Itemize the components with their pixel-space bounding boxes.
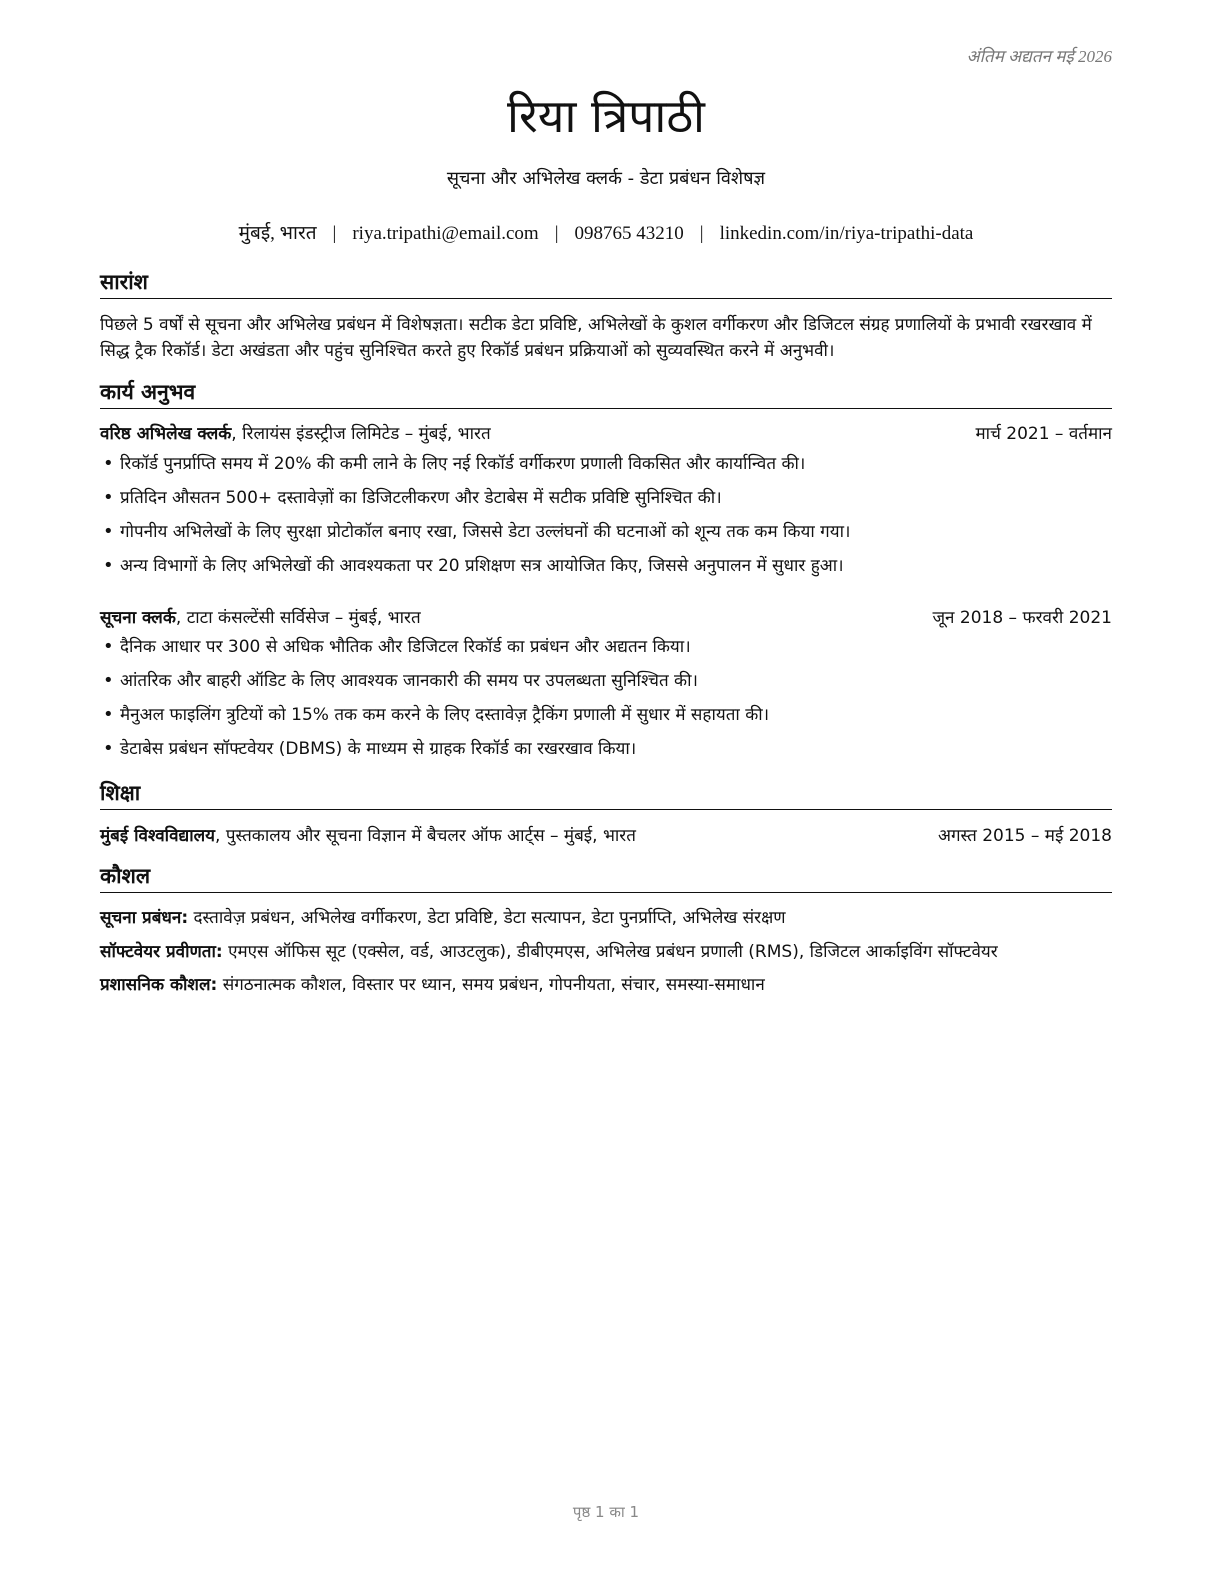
separator: | bbox=[332, 223, 337, 244]
experience-heading: कार्य अनुभव bbox=[100, 380, 1112, 409]
skills-heading: कौशल bbox=[100, 864, 1112, 893]
last-updated: अंतिम अद्यतन मई 2026 bbox=[966, 47, 1112, 66]
job-title-line bbox=[100, 422, 491, 446]
skill-line bbox=[100, 906, 1112, 930]
skill-label: प्रशासनिक कौशल: bbox=[100, 975, 218, 995]
contact-email[interactable]: riya.tripathi@email.com bbox=[352, 223, 539, 244]
education-entry bbox=[100, 824, 1112, 848]
bullet-item: • गोपनीय अभिलेखों के लिए सुरक्षा प्रोटोकॉल बनाए रखा, जिससे डेटा उल्लंघनों की घटनाओं को शून्य तक कम किया गया। bbox=[100, 520, 1112, 544]
bullet-item: • अन्य विभागों के लिए अभिलेखों की आवश्यकता पर 20 प्रशिक्षण सत्र आयोजित किए, जिससे अनुपालन में सुधार हुआ। bbox=[100, 554, 1112, 578]
page-number: पृष्ठ 1 का 1 bbox=[572, 1503, 640, 1521]
skill-value: दस्तावेज़ प्रबंधन, अभिलेख वर्गीकरण, डेटा प्रविष्टि, डेटा सत्यापन, डेटा पुनर्प्राप्ति, अभिलेख संरक्षण bbox=[188, 908, 786, 928]
skill-label: सॉफ्टवेयर प्रवीणता: bbox=[100, 942, 223, 962]
bullet-item: • रिकॉर्ड पुनर्प्राप्ति समय में 20% की कमी लाने के लिए नई रिकॉर्ड वर्गीकरण प्रणाली विकसित और कार्यान्वित की। bbox=[100, 452, 1112, 476]
contact-line bbox=[100, 219, 1112, 245]
separator: | bbox=[554, 223, 559, 244]
skill-value: संगठनात्मक कौशल, विस्तार पर ध्यान, समय प्रबंधन, गोपनीयता, संचार, समस्या-समाधान bbox=[217, 975, 765, 995]
job-role: वरिष्ठ अभिलेख क्लर्क bbox=[100, 424, 232, 444]
education-dates: अगस्त 2015 – मई 2018 bbox=[937, 826, 1112, 846]
bullet-item: • मैनुअल फाइलिंग त्रुटियों को 15% तक कम करने के लिए दस्तावेज़ ट्रैकिंग प्रणाली में सुधार में सहायता की। bbox=[100, 703, 1112, 727]
bullet-item: • दैनिक आधार पर 300 से अधिक भौतिक और डिजिटल रिकॉर्ड का प्रबंधन और अद्यतन किया। bbox=[100, 635, 1112, 659]
bullet-item: • प्रतिदिन औसतन 500+ दस्तावेज़ों का डिजिटलीकरण और डेटाबेस में सटीक प्रविष्टि सुनिश्चित की। bbox=[100, 486, 1112, 510]
education-heading: शिक्षा bbox=[100, 781, 1112, 810]
skill-label: सूचना प्रबंधन: bbox=[100, 908, 189, 928]
job-bullets bbox=[100, 635, 1112, 771]
separator: | bbox=[699, 223, 704, 244]
job-org: , रिलायंस इंडस्ट्रीज लिमिटेड – मुंबई, भारत bbox=[231, 424, 491, 444]
education-institution: मुंबई विश्वविद्यालय bbox=[100, 826, 216, 846]
summary-heading: सारांश bbox=[100, 270, 1112, 299]
job-header bbox=[100, 422, 1112, 446]
skill-line bbox=[100, 940, 1112, 964]
candidate-name: रिया त्रिपाठी bbox=[507, 89, 705, 143]
summary-text: पिछले 5 वर्षों से सूचना और अभिलेख प्रबंधन में विशेषज्ञता। सटीक डेटा प्रविष्टि, अभिलेखों के कुशल वर्गीकरण और डिजिटल संग्रह प्रणालियों के प्रभावी रखरखाव में सिद्ध ट्रैक रिकॉर्ड। डेटा अखंडता और पहुंच सुनिश्चित करते हुए रिकॉर्ड प्रबंधन प्रक्रियाओं को सुव्यवस्थित करने में अनुभवी। bbox=[100, 315, 1092, 361]
resume-page bbox=[100, 0, 1112, 1584]
bullet-item: • आंतरिक और बाहरी ऑडिट के लिए आवश्यक जानकारी की समय पर उपलब्धता सुनिश्चित की। bbox=[100, 669, 1112, 693]
job-org: , टाटा कंसल्टेंसी सर्विसेज – मुंबई, भारत bbox=[175, 608, 421, 628]
job-title-line bbox=[100, 606, 421, 630]
job-header bbox=[100, 606, 1112, 630]
education-degree: , पुस्तकालय और सूचना विज्ञान में बैचलर ऑफ आर्ट्स – मुंबई, भारत bbox=[215, 826, 636, 846]
job-bullets bbox=[100, 452, 1112, 588]
education-line bbox=[100, 824, 636, 848]
bullet-item: • डेटाबेस प्रबंधन सॉफ्टवेयर (DBMS) के माध्यम से ग्राहक रिकॉर्ड का रखरखाव किया। bbox=[100, 737, 1112, 761]
headline: सूचना और अभिलेख क्लर्क - डेटा प्रबंधन विशेषज्ञ bbox=[446, 168, 766, 189]
contact-phone: 098765 43210 bbox=[574, 223, 684, 244]
job-dates: मार्च 2021 – वर्तमान bbox=[975, 424, 1112, 444]
contact-location: मुंबई, भारत bbox=[238, 223, 317, 244]
job-role: सूचना क्लर्क bbox=[100, 608, 176, 628]
job-dates: जून 2018 – फरवरी 2021 bbox=[932, 608, 1112, 628]
skill-value: एमएस ऑफिस सूट (एक्सेल, वर्ड, आउटलुक), डीबीएमएस, अभिलेख प्रबंधन प्रणाली (RMS), डिजिटल आर्काइविंग सॉफ्टवेयर bbox=[222, 942, 998, 962]
contact-linkedin[interactable]: linkedin.com/in/riya-tripathi-data bbox=[719, 223, 974, 244]
skill-line bbox=[100, 973, 1112, 997]
